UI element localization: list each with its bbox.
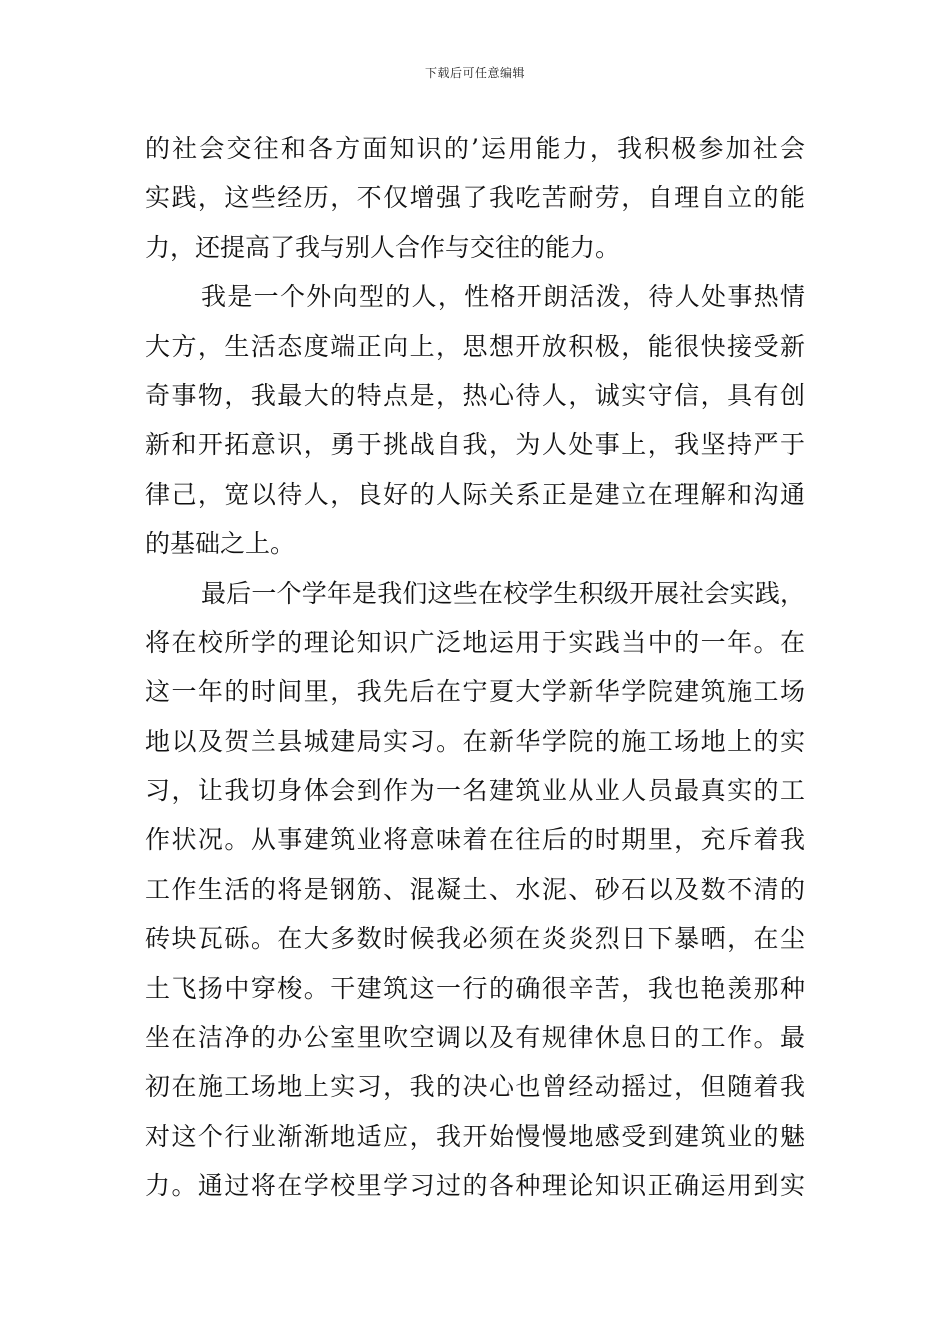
text-line: 的基础之上。 — [145, 529, 296, 559]
text-line: 作状况。从事建筑业将意味着在往后的时期里，充斥着我 — [145, 825, 805, 855]
text-line: 土飞扬中穿梭。干建筑这一行的确很辛苦，我也艳羡那种 — [145, 973, 805, 1003]
text-line: 大方，生活态度端正向上，思想开放积极，能很快接受新 — [145, 331, 805, 361]
text-line: 初在施工场地上实习，我的决心也曾经动摇过，但随着我 — [145, 1072, 805, 1102]
text-line: 坐在洁净的办公室里吹空调以及有规律休息日的工作。最 — [145, 1023, 805, 1053]
text-line: 律己，宽以待人，良好的人际关系正是建立在理解和沟通 — [145, 479, 805, 509]
paragraph-2 — [145, 272, 805, 568]
paragraph-1 — [145, 124, 805, 272]
text-line: 最后一个学年是我们这些在校学生积级开展社会实践， — [201, 578, 805, 608]
text-line: 工作生活的将是钢筋、混凝土、水泥、砂石以及数不清的 — [145, 874, 805, 904]
document-body — [145, 124, 805, 1211]
text-line: 这一年的时间里，我先后在宁夏大学新华学院建筑施工场 — [145, 677, 805, 707]
page-header: 下载后可任意编辑 — [424, 66, 525, 80]
text-line: 将在校所学的理论知识广泛地运用于实践当中的一年。在 — [145, 627, 805, 657]
text-line: 力。通过将在学校里学习过的各种理论知识正确运用到实 — [145, 1171, 805, 1201]
text-line: 习，让我切身体会到作为一名建筑业从业人员最真实的工 — [145, 776, 805, 806]
text-line: 力，还提高了我与别人合作与交往的能力。 — [145, 232, 621, 262]
text-line: 对这个行业渐渐地适应，我开始慢慢地感受到建筑业的魅 — [145, 1121, 805, 1151]
text-line: 新和开拓意识，勇于挑战自我，为人处事上，我坚持严于 — [145, 430, 805, 460]
text-line: 地以及贺兰县城建局实习。在新华学院的施工场地上的实 — [145, 726, 805, 756]
text-line: 我是一个外向型的人，性格开朗活泼，待人处事热情 — [201, 282, 805, 312]
text-line: 的社会交往和各方面知识的’运用能力，我积极参加社会 — [145, 134, 805, 163]
text-line: 奇事物，我最大的特点是，热心待人，诚实守信，具有创 — [145, 380, 805, 410]
paragraph-3 — [145, 569, 805, 1211]
text-line: 实践，这些经历，不仅增强了我吃苦耐劳，自理自立的能 — [145, 183, 805, 213]
text-line: 砖块瓦砾。在大多数时候我必须在炎炎烈日下暴晒，在尘 — [145, 924, 805, 954]
